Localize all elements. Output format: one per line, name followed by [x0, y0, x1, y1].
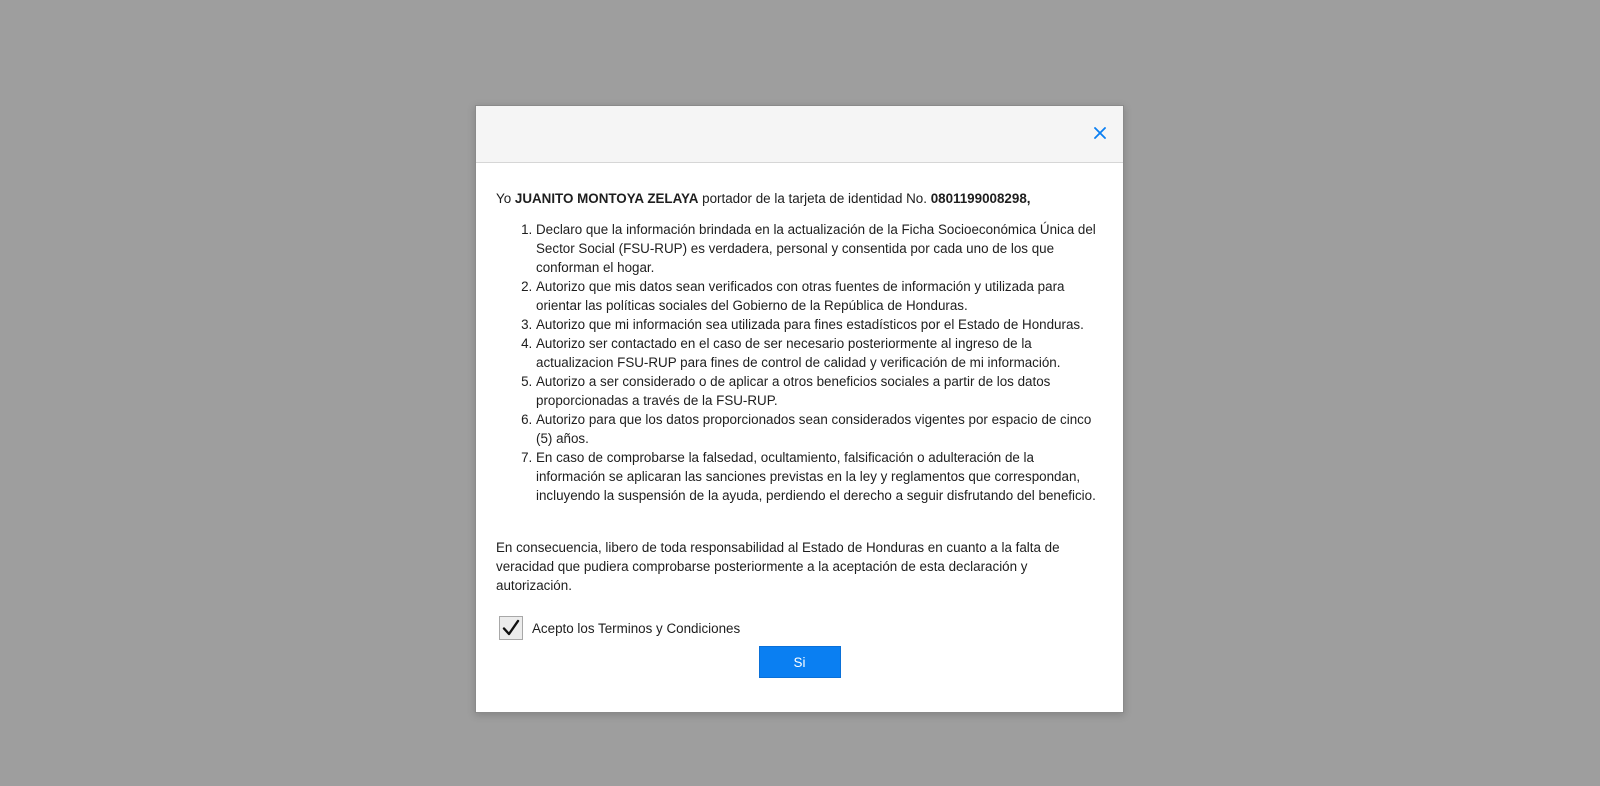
declaration-item: 4. Autorizo ser contactado en el caso de ser necesario posteriormente al ingreso de la actualizacion FSU-RUP para fines de control de calidad y verificación de mi información.: [536, 334, 1103, 372]
dialog-body: [476, 163, 1123, 678]
consequence-paragraph: En consecuencia, libero de toda responsabilidad al Estado de Honduras en cuanto a la falta de veracidad que pudiera comprobarse posteriormente a la aceptación de esta declaración y autorización.: [496, 540, 1060, 593]
close-icon: [1094, 127, 1106, 139]
person-name: JUANITO MONTOYA ZELAYA: [514, 191, 699, 206]
checkmark-icon: [501, 618, 521, 638]
declaration-item: 6. Autorizo para que los datos proporcionados sean considerados vigentes por espacio de cinco (5) años.: [536, 410, 1103, 448]
accept-terms-row: [496, 615, 1103, 641]
dialog-header: [476, 106, 1123, 163]
declaration-list: [496, 220, 1103, 505]
terms-dialog: [475, 105, 1124, 713]
declaration-item: 7. En caso de comprobarse la falsedad, ocultamiento, falsificación o adulteración de la información se aplicaran las sanciones previstas en la ley y reglamentos que correspondan, incluyendo la suspensión de la ayuda, perdiendo el derecho a seguir disfrutando del beneficio.: [536, 448, 1103, 505]
accept-terms-checkbox[interactable]: [499, 616, 523, 640]
accept-terms-label[interactable]: Acepto los Terminos y Condiciones: [532, 620, 741, 636]
identity-number: 0801199008298,: [930, 191, 1031, 206]
declaration-item: 3. Autorizo que mi información sea utilizada para fines estadísticos por el Estado de Honduras.: [536, 315, 1103, 334]
identity-statement: [496, 189, 1103, 208]
close-button[interactable]: [1089, 122, 1111, 144]
declaration-item: 5. Autorizo a ser considerado o de aplicar a otros beneficios sociales a partir de los datos proporcionadas a través de la FSU-RUP.: [536, 372, 1103, 410]
declaration-item: 1. Declaro que la información brindada en la actualización de la Ficha Socioeconómica Única del Sector Social (FSU-RUP) es verdadera, personal y consentida por cada uno de los que conforman el hogar.: [536, 220, 1103, 277]
confirm-button[interactable]: Si: [759, 646, 841, 678]
declaration-item: 2. Autorizo que mis datos sean verificados con otras fuentes de información y utilizada para orientar las políticas sociales del Gobierno de la República de Honduras.: [536, 277, 1103, 315]
intro-middle: portador de la tarjeta de identidad No.: [698, 191, 931, 206]
button-row: [496, 646, 1103, 678]
intro-prefix: Yo: [496, 191, 515, 206]
